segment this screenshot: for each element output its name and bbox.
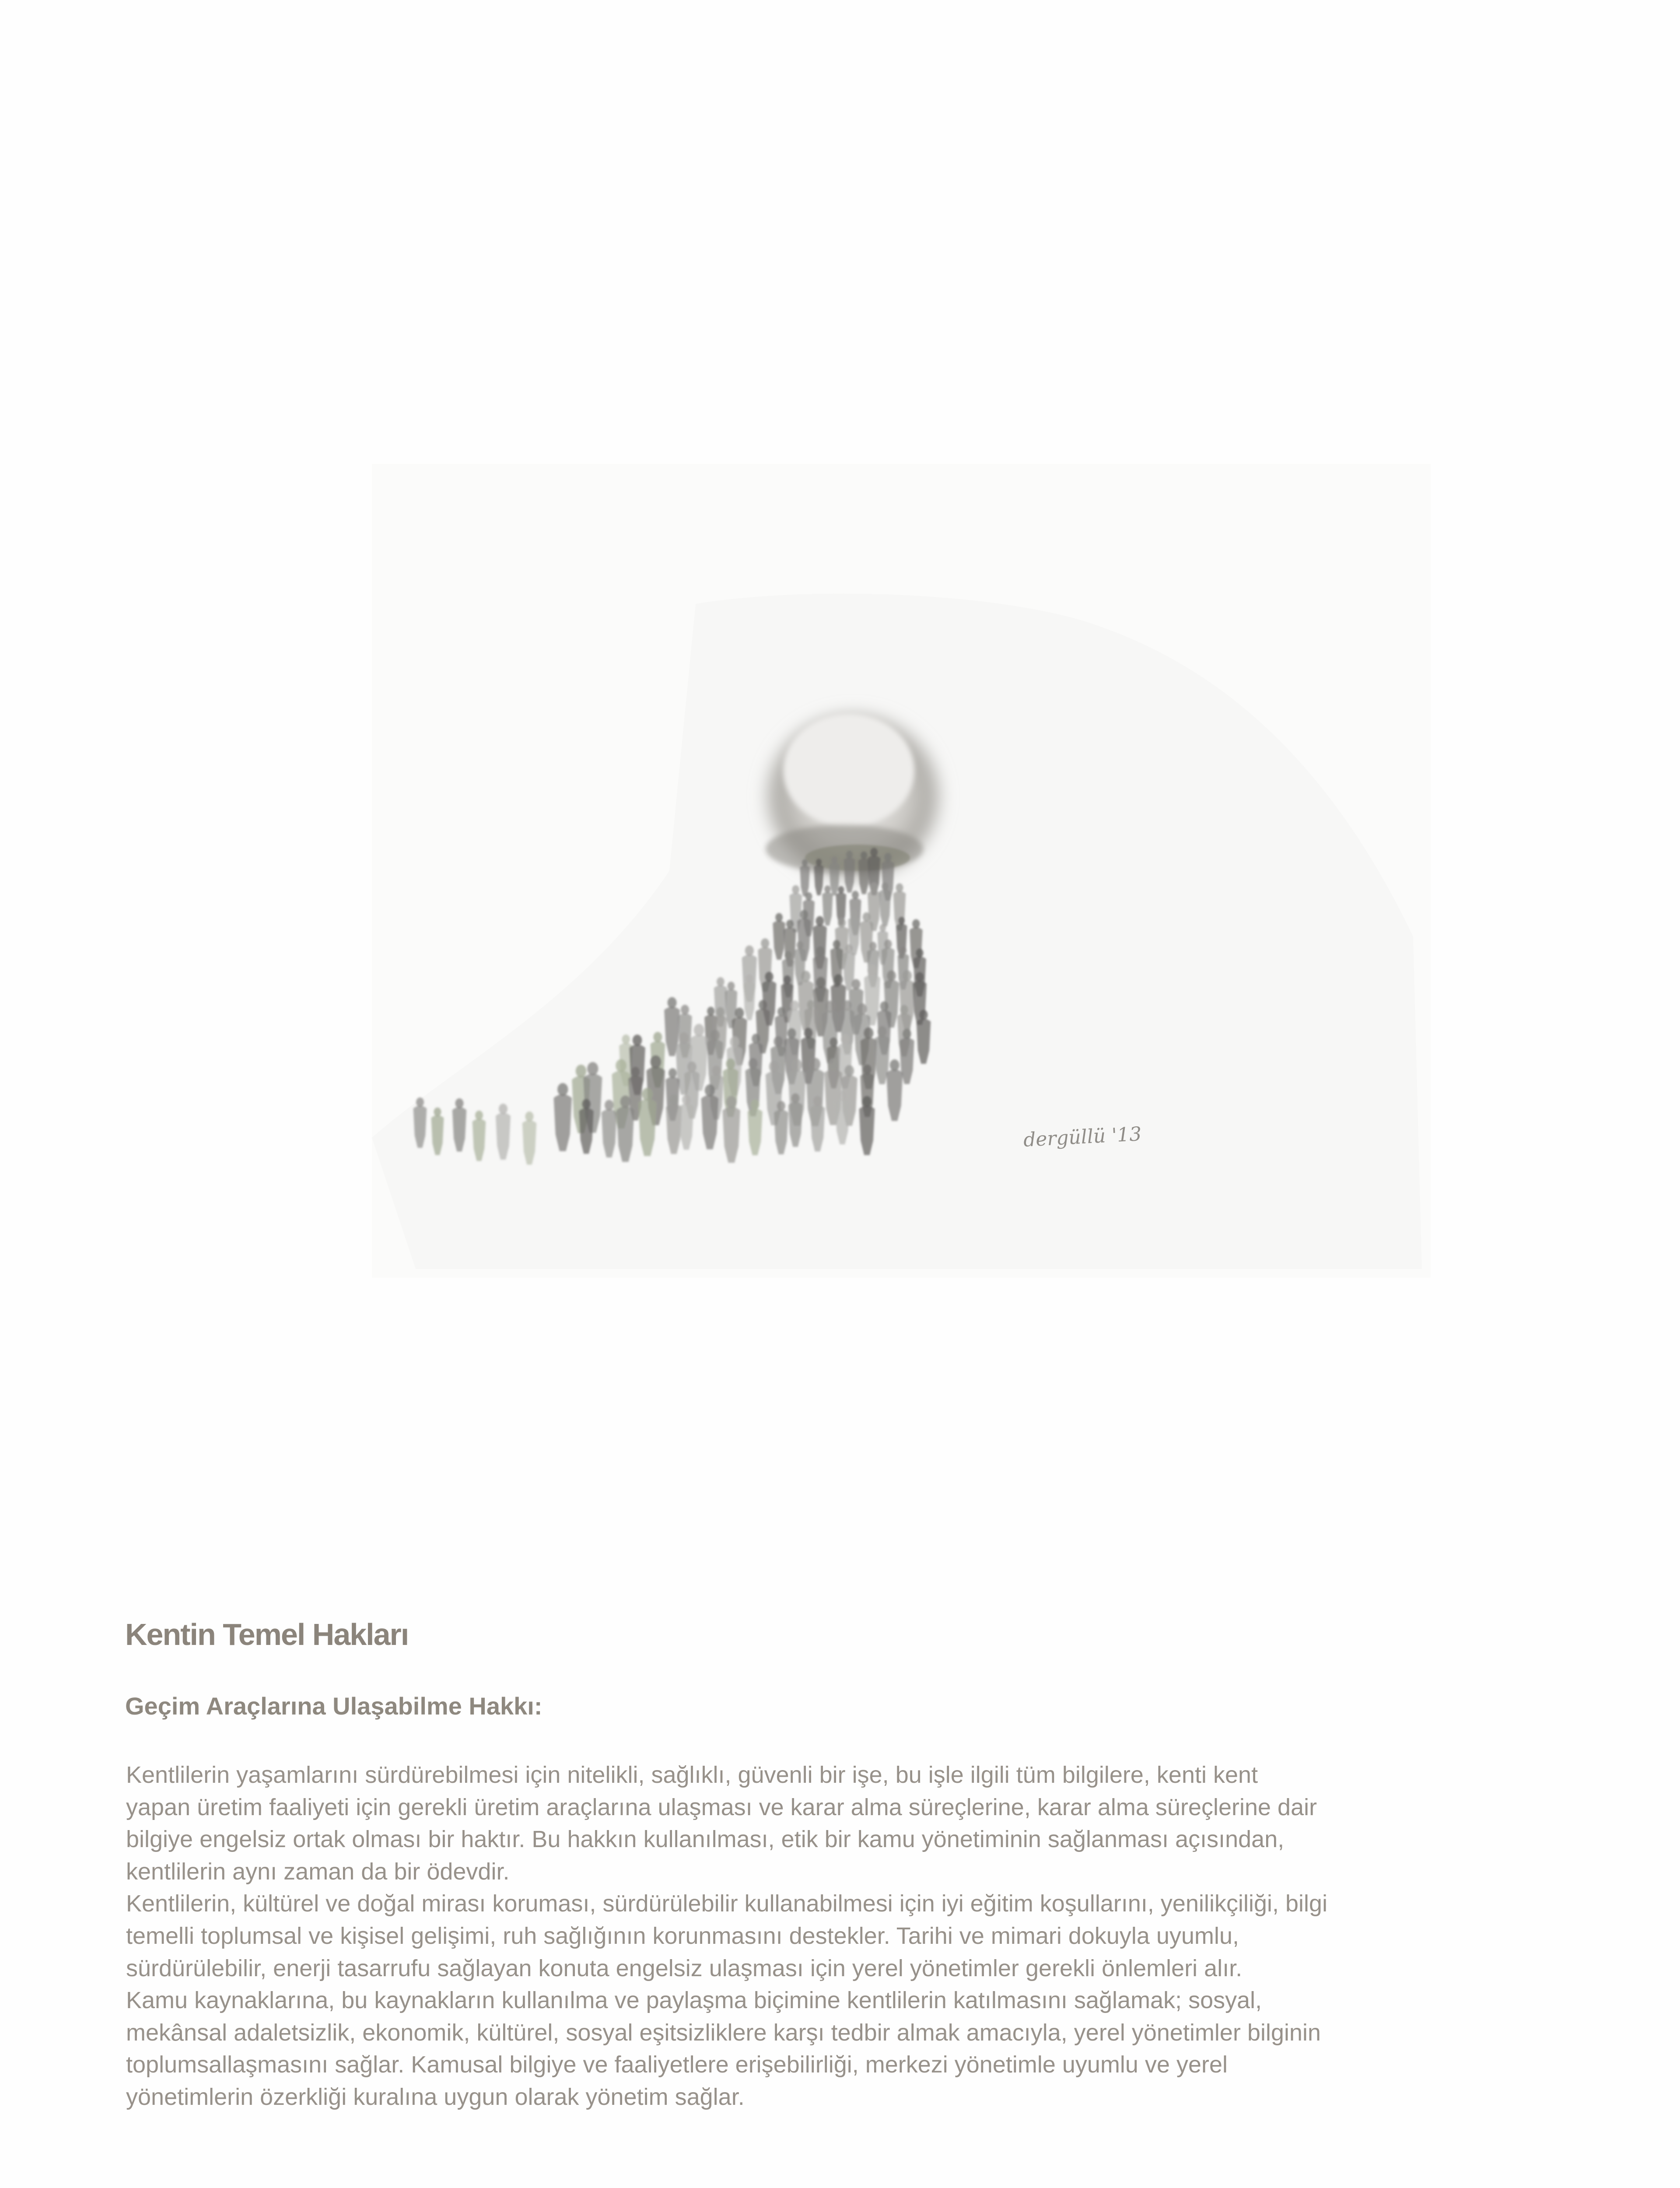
- paragraph-line: Kentlilerin yaşamlarını sürdürebilmesi için nitelikli, sağlıklı, güvenli bir işe, bu işle ilgili tüm bilgilere, kenti kent: [126, 1762, 1258, 1788]
- crowd-watercolor-drawing: [363, 455, 1439, 1287]
- smoke-cloud: [761, 709, 945, 884]
- section-subheading: Geçim Araçlarına Ulaşabilme Hakkı:: [125, 1692, 542, 1720]
- paragraph-2: [126, 1888, 1587, 1985]
- crowd-watercolor-illustration: [363, 455, 1439, 1287]
- paragraph-line: mekânsal adaletsizlik, ekonomik, kültürel, sosyal eşitsizliklere karşı tedbir almak amacıyla, yerel yönetimler bilginin: [126, 2019, 1321, 2046]
- paragraph-line: yapan üretim faaliyeti için gerekli üretim araçlarına ulaşması ve karar alma süreçlerine, karar alma süreçlerine dair: [126, 1794, 1317, 1820]
- paragraph-line: bilgiye engelsiz ortak olması bir haktır. Bu hakkın kullanılması, etik bir kamu yönetiminin sağlanması açısından,: [126, 1826, 1284, 1853]
- paragraph-line: kentlilerin aynı zaman da bir ödevdir.: [126, 1858, 510, 1885]
- section-title: Kentin Temel Hakları: [125, 1617, 409, 1652]
- paragraph-line: toplumsallaşmasını sağlar. Kamusal bilgiye ve faaliyetlere erişebilirliği, merkezi yönetimle uyumlu ve yerel: [126, 2051, 1228, 2078]
- paragraph-line: temelli toplumsal ve kişisel gelişimi, ruh sağlığının korunmasını destekler. Tarihi ve mimari dokuyla uyumlu,: [126, 1922, 1239, 1949]
- paragraph-line: Kamu kaynaklarına, bu kaynakların kullanılma ve paylaşma biçimine kentlilerin katılmasını sağlamak; sosyal,: [126, 1987, 1262, 2014]
- paragraph-line: sürdürülebilir, enerji tasarrufu sağlayan konuta engelsiz ulaşması için yerel yönetimler gerekli önlemleri alır.: [126, 1955, 1242, 1981]
- paragraph-line: Kentlilerin, kültürel ve doğal mirası koruması, sürdürülebilir kullanabilmesi için iyi eğitim koşullarını, yenilikçiliği, bilgi: [126, 1890, 1328, 1917]
- artist-signature: dergüllü '13: [1022, 1122, 1142, 1151]
- paragraph-3: [126, 1985, 1587, 2113]
- paragraph-line: yönetimlerin özerkliği kuralına uygun olarak yönetim sağlar.: [126, 2083, 745, 2110]
- paragraph-1: [126, 1759, 1587, 1888]
- body-text: [126, 1759, 1587, 2114]
